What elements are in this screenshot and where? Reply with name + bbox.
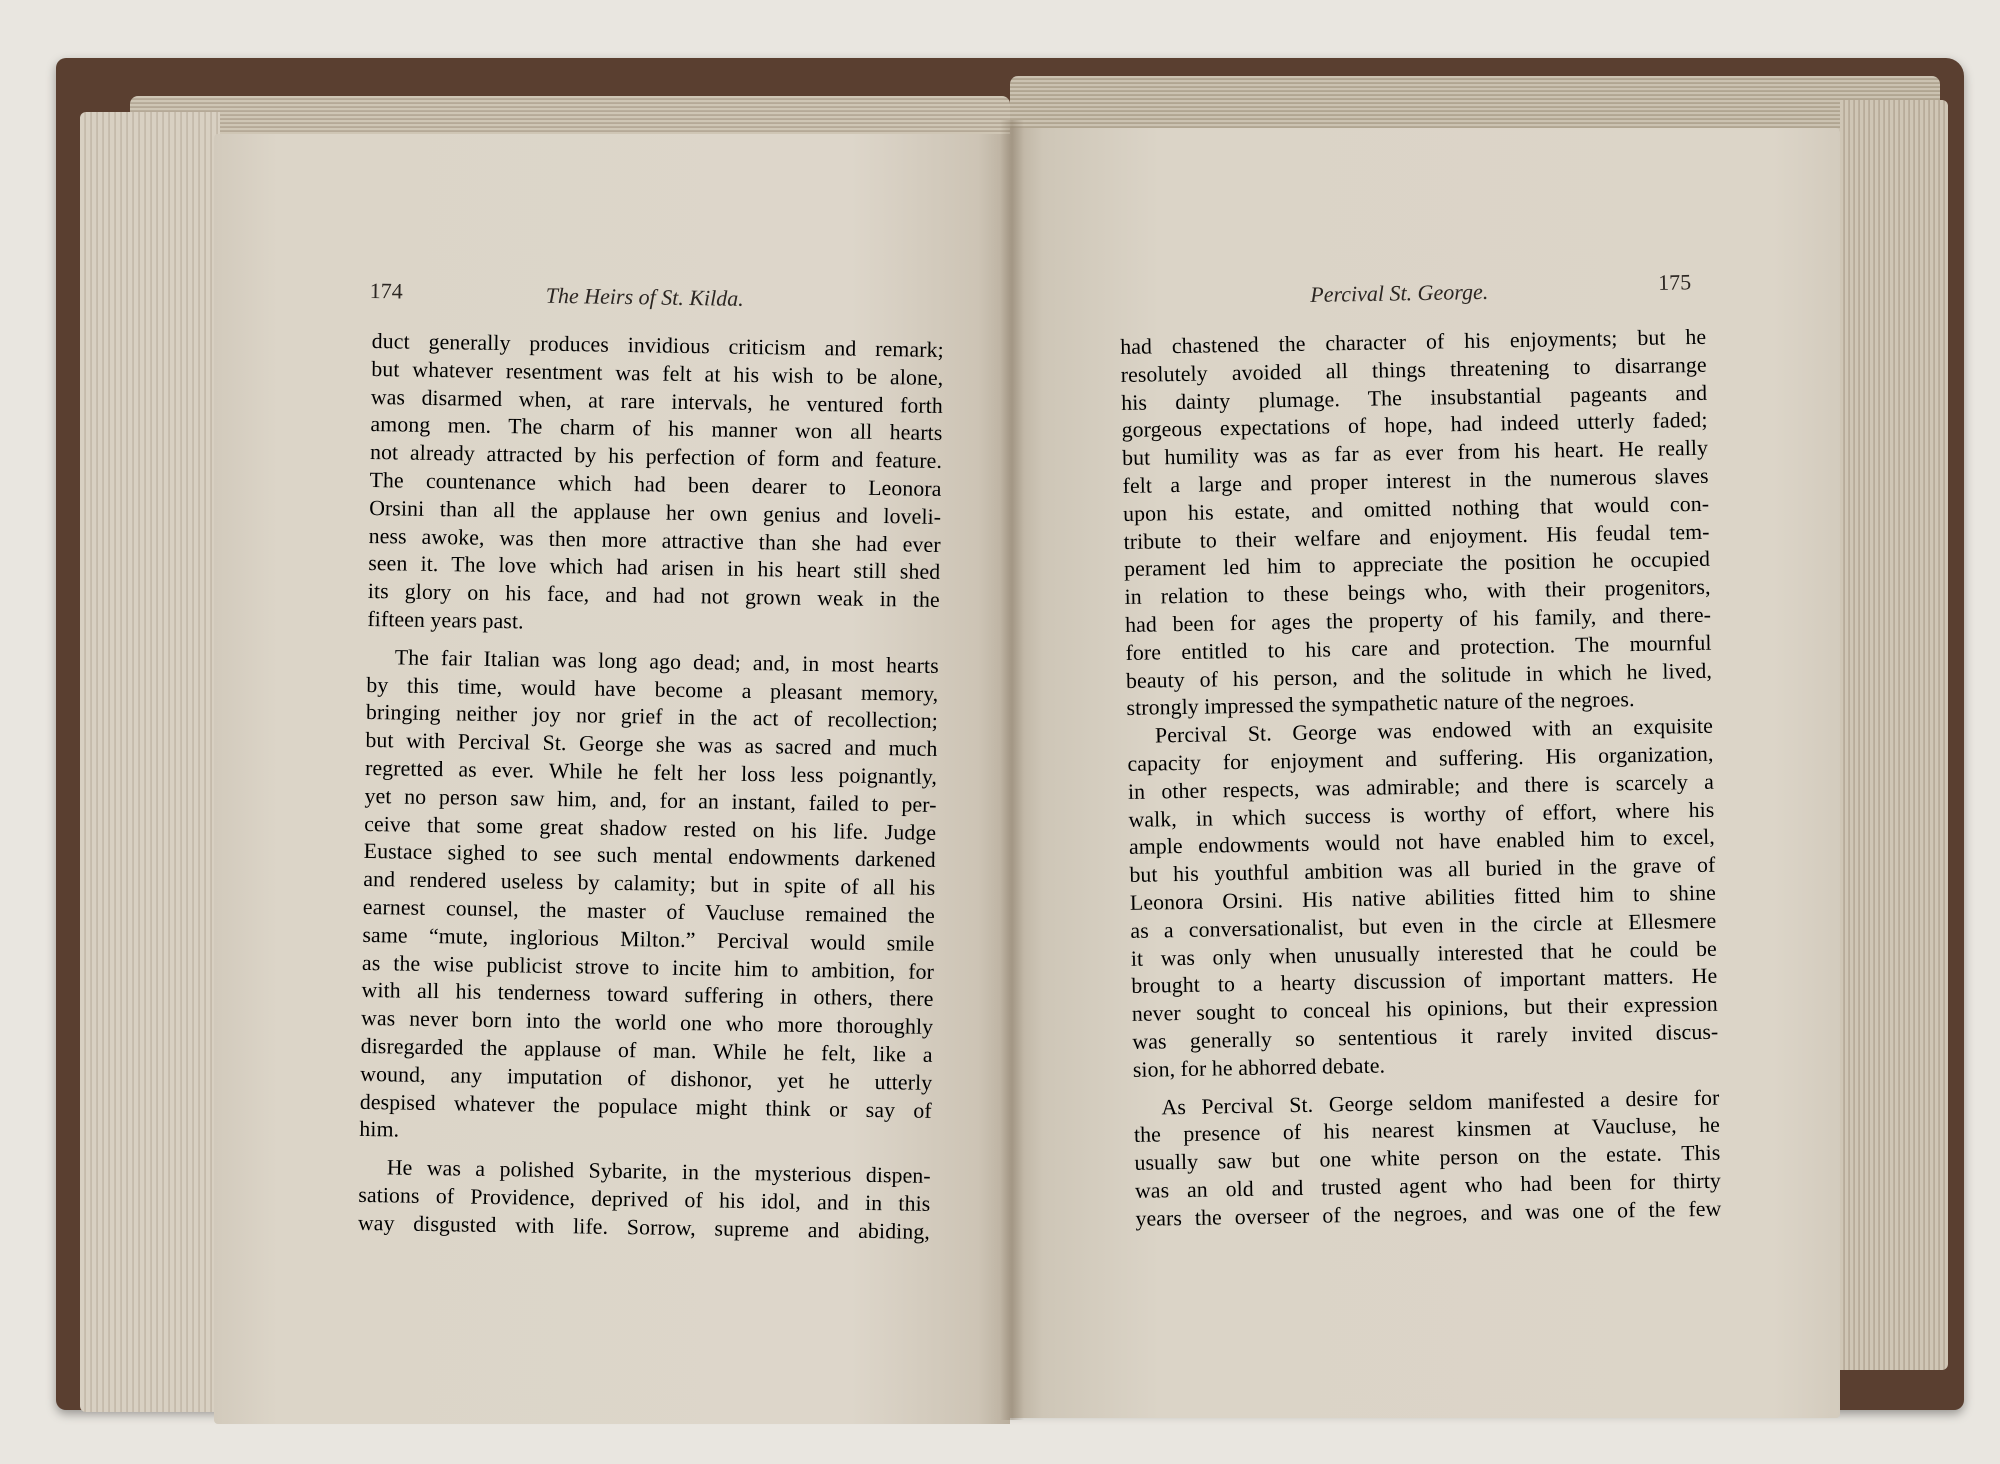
text-line: way disgusted with life. Sorrow, supreme and abiding, xyxy=(357,1210,931,1244)
text-line: but humility was as far as ever from his heart. He really xyxy=(1121,435,1709,471)
text-line: ample endowments would not have enabled him to excel, xyxy=(1128,825,1716,860)
text-line: in other respects, was admirable; and there is scarcely a xyxy=(1127,769,1715,804)
text-line: usually saw but one white person on the estate. This xyxy=(1134,1140,1721,1175)
left-page-number: 174 xyxy=(369,278,403,304)
page-edges-left xyxy=(80,112,220,1412)
text-line: but whatever resentment was felt at his wish to be alone, xyxy=(371,356,944,390)
text-line: with all his tenderness toward suffering in others, there xyxy=(361,978,934,1012)
text-line: but with Percival St. George she was as sacred and much xyxy=(365,728,938,762)
text-line: capacity for enjoyment and suffering. His organization, xyxy=(1127,741,1714,776)
text-line: its glory on his face, and had not grown weak in the xyxy=(367,579,940,613)
text-line: among men. The charm of his manner won all hearts xyxy=(370,412,943,446)
text-line: ness awoke, was then more attractive than she had ever xyxy=(368,523,941,557)
text-line: and rendered useless by calamity; but in spite of all his xyxy=(363,867,936,901)
text-line: was an old and trusted agent who had been for thirty xyxy=(1134,1168,1722,1203)
text-line: never sought to conceal his opinions, but their expression xyxy=(1131,991,1718,1027)
text-line: duct generally produces invidious criticism and remark; xyxy=(371,328,944,362)
text-line: earnest counsel, the master of Vaucluse remained the xyxy=(362,894,936,928)
page-edges-right xyxy=(1840,100,1948,1370)
text-line: in relation to these beings who, with their progenitors, xyxy=(1124,574,1711,610)
text-line: fore entitled to his care and protection. The mournful xyxy=(1125,630,1712,665)
text-line: his dainty plumage. The insubstantial pageants and xyxy=(1120,380,1708,415)
text-line: ceive that some great shadow rested on his life. Judge xyxy=(364,811,937,845)
text-line: disregarded the applause of man. While he felt, like a xyxy=(360,1033,933,1067)
text-line: seen it. The love which had arisen in his heart still shed xyxy=(368,551,941,585)
text-line: by this time, would have become a pleasant memory, xyxy=(366,672,939,706)
text-line: him. xyxy=(359,1117,400,1142)
text-line: As Percival St. George seldom manifested a desire for xyxy=(1161,1085,1720,1119)
text-line: He was a polished Sybarite, in the mysterious dispen- xyxy=(386,1155,931,1188)
text-line: Eustace sighed to see such mental endowments darkened xyxy=(363,839,936,873)
text-line: was never born into the world one who more thoroughly xyxy=(360,1006,934,1040)
right-page-text xyxy=(1120,324,1722,1234)
text-line: upon his estate, and omitted nothing that would con- xyxy=(1122,491,1710,526)
text-line: regretted as ever. While he felt her loss less poignantly, xyxy=(364,755,938,789)
text-line: yet no person saw him, and, for an instant, failed to per- xyxy=(364,783,937,817)
text-line: as a conversationalist, but even in the circle at Ellesmere xyxy=(1130,908,1717,943)
text-line: but his youthful ambition was all buried in the grave of xyxy=(1129,852,1716,888)
text-line: was generally so sententious it rarely invited discus- xyxy=(1132,1019,1719,1054)
left-running-title: The Heirs of St. Kilda. xyxy=(545,282,744,311)
text-line: despised whatever the populace might think or say of xyxy=(359,1089,932,1123)
text-line: fifteen years past. xyxy=(367,606,524,634)
text-line: Leonora Orsini. His native abilities fitted him to shine xyxy=(1129,880,1717,915)
text-line: resolutely avoided all things threatening to disarrange xyxy=(1120,352,1707,387)
text-line: tribute to their welfare and enjoyment. His feudal tem- xyxy=(1123,519,1710,554)
right-running-title: Percival St. George. xyxy=(1310,278,1489,307)
text-line: it was only when unusually interested that he could be xyxy=(1130,936,1718,971)
book-gutter xyxy=(1000,120,1024,1420)
left-page-text xyxy=(358,328,944,1246)
text-line: walk, in which success is worthy of effort, where his xyxy=(1128,797,1715,832)
text-line: sations of Providence, deprived of his idol, and in this xyxy=(358,1182,931,1216)
text-line: strongly impressed the sympathetic nature of the negroes. xyxy=(1126,687,1635,721)
text-line: years the overseer of the negroes, and was one of the few xyxy=(1135,1196,1722,1231)
page-edges-top-left xyxy=(130,96,1010,136)
text-line: had been for ages the property of his family, and there- xyxy=(1124,602,1712,637)
text-line: Percival St. George was endowed with an exquisite xyxy=(1154,713,1714,748)
text-line: sion, for he abhorred debate. xyxy=(1132,1053,1386,1082)
text-line: wound, any imputation of dishonor, yet he utterly xyxy=(360,1061,933,1095)
page-edges-top-right xyxy=(1010,76,1940,136)
text-line: felt a large and proper interest in the numerous slaves xyxy=(1122,463,1709,498)
text-line: The countenance which had been dearer to Leonora xyxy=(369,467,942,501)
text-line: Orsini than all the applause her own genius and loveli- xyxy=(368,495,942,529)
text-line: was disarmed when, at rare intervals, he ventured forth xyxy=(370,384,944,418)
text-line: gorgeous expectations of hope, had indeed utterly faded; xyxy=(1121,408,1708,443)
right-page-number: 175 xyxy=(1657,269,1692,295)
text-line: perament led him to appreciate the position he occupied xyxy=(1123,547,1711,582)
text-line: the presence of his nearest kinsmen at Vaucluse, he xyxy=(1133,1112,1721,1148)
text-line: beauty of his person, and the solitude in which he lived, xyxy=(1125,658,1713,693)
text-line: brought to a hearty discussion of important matters. He xyxy=(1131,964,1718,999)
text-line: bringing neither joy nor grief in the act of recollection; xyxy=(365,700,939,734)
text-line: same “mute, inglorious Milton.” Percival would smile xyxy=(362,922,935,956)
text-line: had chastened the character of his enjoyments; but he xyxy=(1120,324,1707,359)
text-line: The fair Italian was long ago dead; and, in most hearts xyxy=(394,645,939,678)
text-line: not already attracted by his perfection of form and feature. xyxy=(369,440,943,474)
text-line: as the wise publicist strove to incite him to ambition, for xyxy=(361,950,935,984)
